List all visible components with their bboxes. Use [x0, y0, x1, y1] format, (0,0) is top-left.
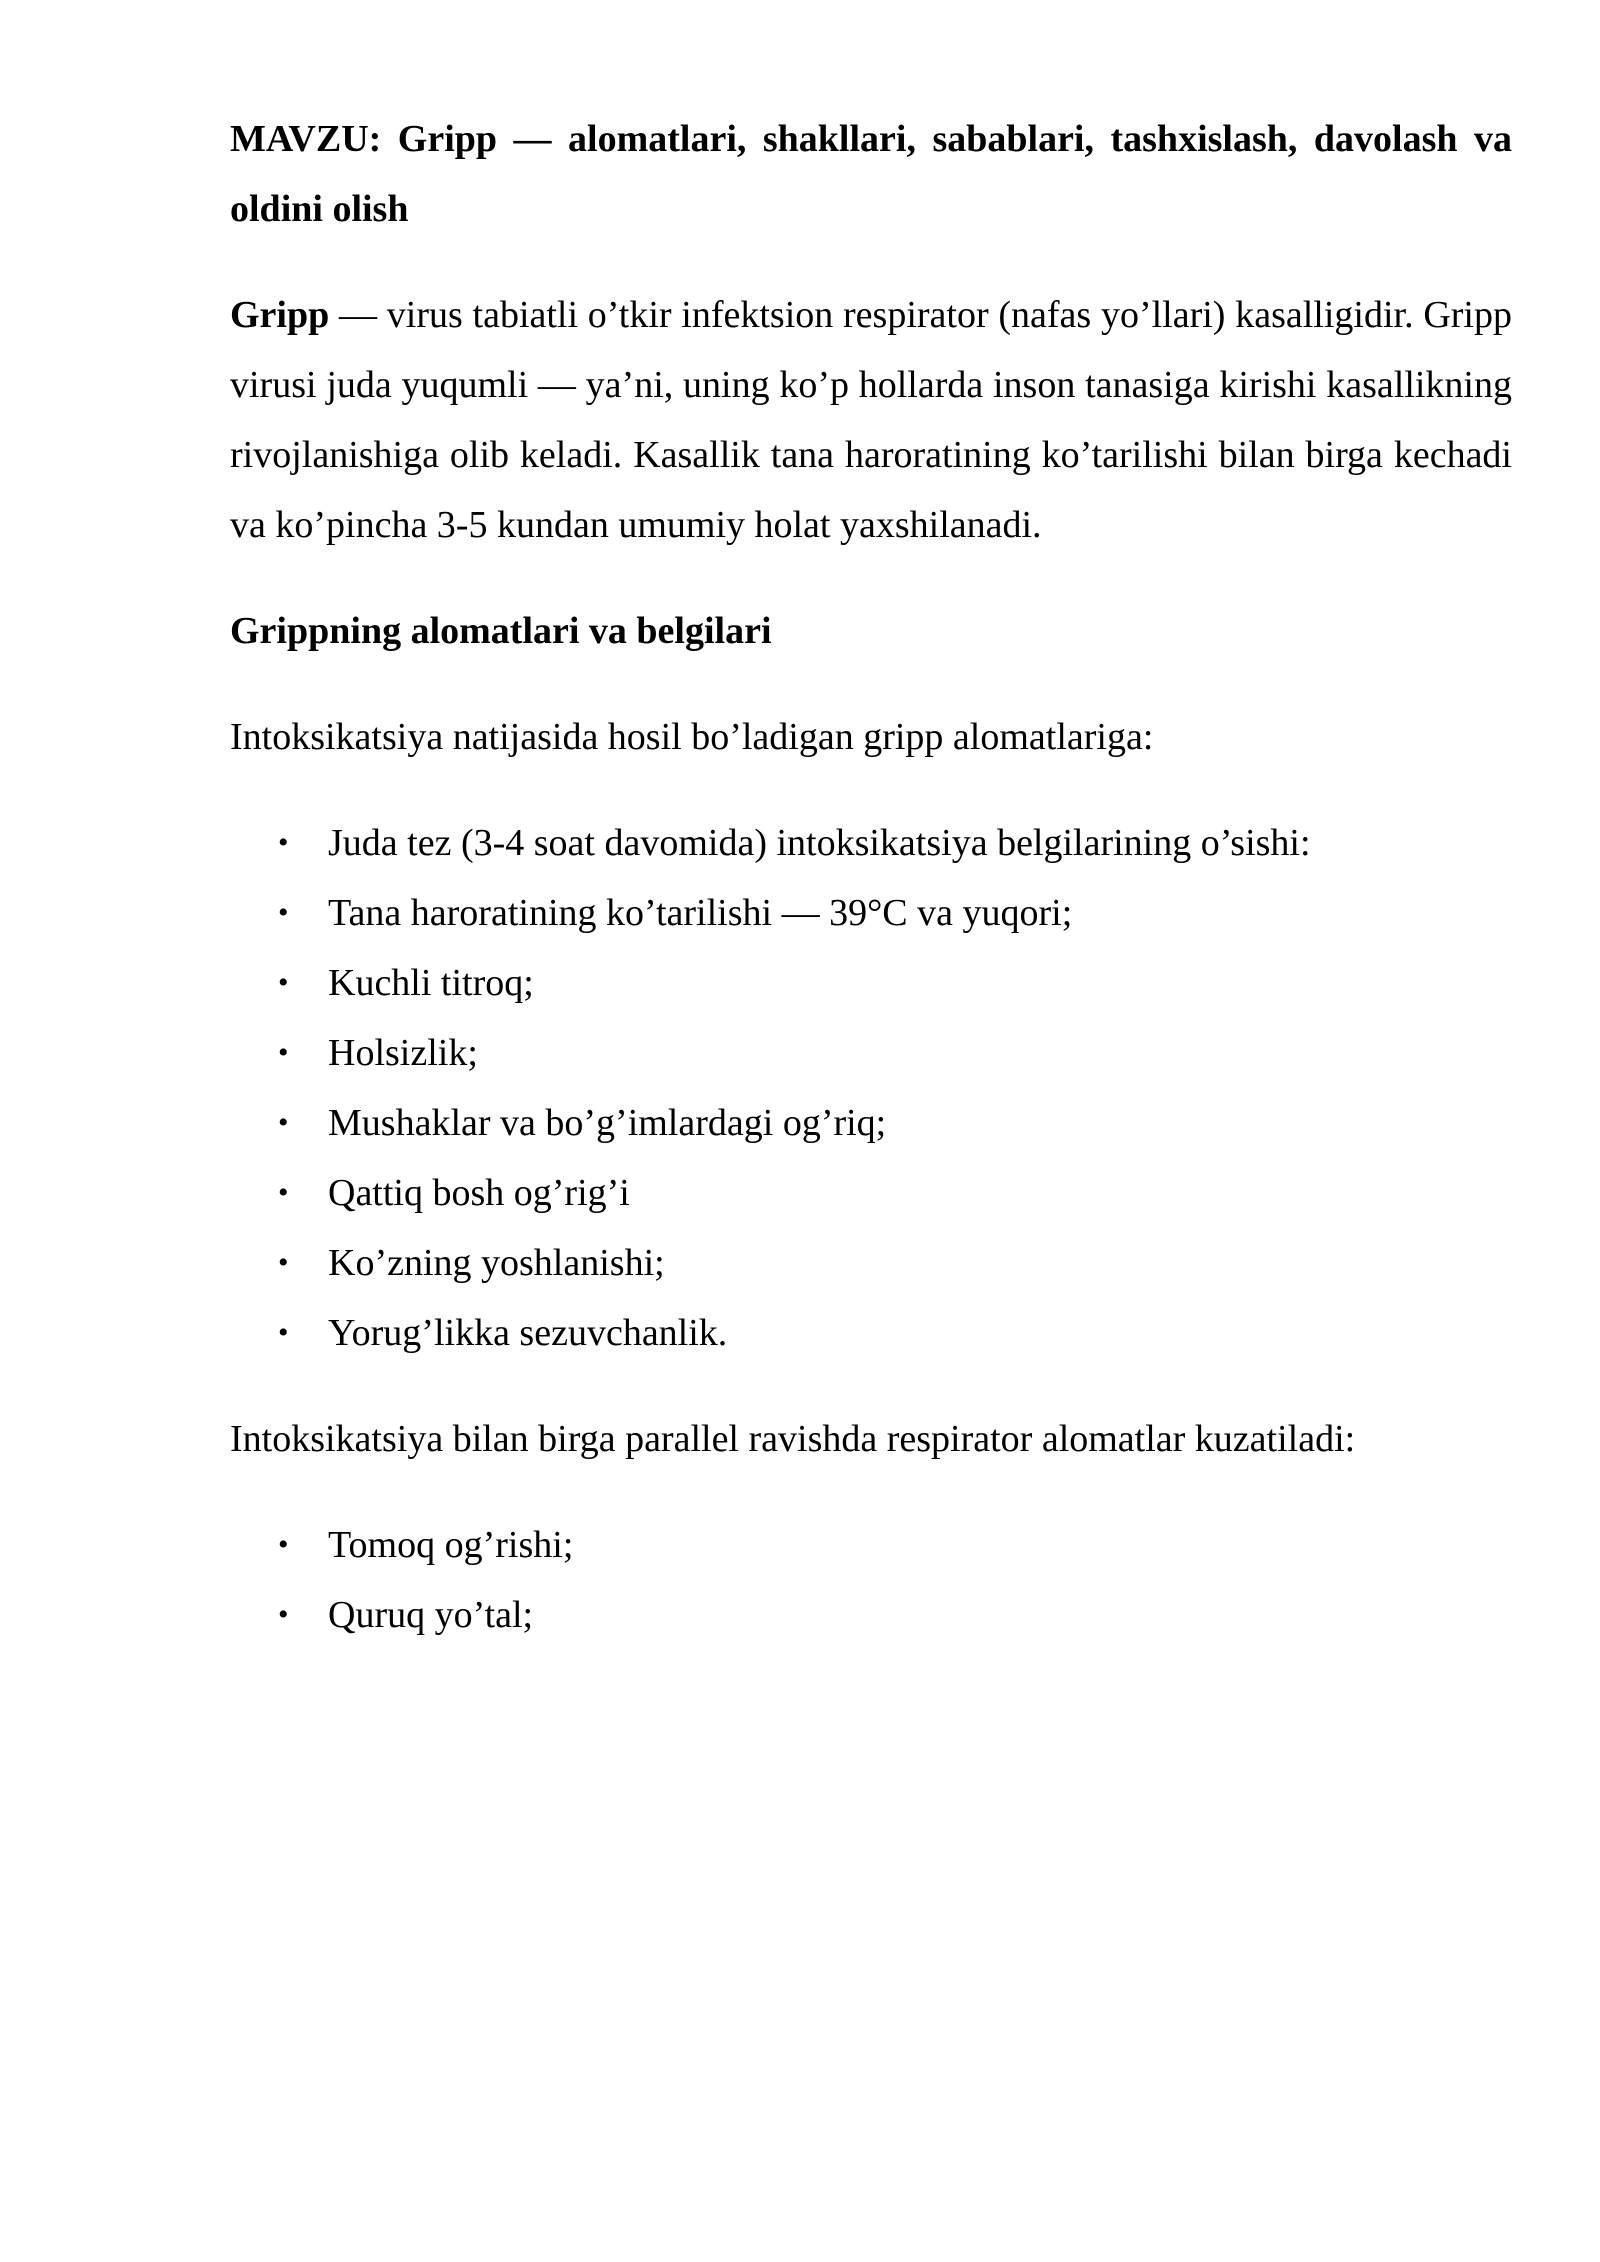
list-item-text: Quruq yo’tal; [328, 1594, 534, 1636]
list-item-text: Kuchli titroq; [328, 962, 534, 1004]
bullet-icon: • [278, 1106, 289, 1139]
intro-paragraph [230, 280, 1512, 560]
list-item-text: Ko’zning yoshlanishi; [328, 1242, 665, 1284]
list-item [230, 1158, 1512, 1228]
list-item [230, 1580, 1512, 1650]
document-title: MAVZU: Gripp — alomatlari, shakllari, sabablari, tashxislash, davolash va oldini olish [230, 118, 1512, 230]
bullet-icon: • [278, 1246, 289, 1279]
list-item-text: Holsizlik; [328, 1032, 478, 1074]
intro-bold-term: Gripp [230, 294, 330, 336]
list-item-text: Qattiq bosh og’rig’i [328, 1172, 630, 1214]
bullet-icon: • [278, 1316, 289, 1349]
list-item [230, 948, 1512, 1018]
bullet-icon: • [278, 1598, 289, 1631]
list-item [230, 1088, 1512, 1158]
bullet-icon: • [278, 1176, 289, 1209]
respiratory-symptom-list [230, 1510, 1512, 1650]
list-item [230, 878, 1512, 948]
list-item-text: Tana haroratining ko’tarilishi — 39°C va yuqori; [328, 892, 1073, 934]
list-item [230, 1298, 1512, 1368]
respiratory-intro: Intoksikatsiya bilan birga parallel ravishda respirator alomatlar kuzatiladi: [230, 1418, 1356, 1460]
list-item-text: Yorug’likka sezuvchanlik. [328, 1312, 728, 1354]
document-page [230, 104, 1512, 1686]
bullet-icon: • [278, 1528, 289, 1561]
list-item [230, 1228, 1512, 1298]
list-item [230, 808, 1512, 878]
bullet-icon: • [278, 1036, 289, 1069]
intro-paragraph-text: — virus tabiatli o’tkir infektsion respirator (nafas yo’llari) kasalligidir. Gripp virusi juda yuqumli — ya’ni, uning ko’p hollarda inson tanasiga kirishi kasallikning rivojlanishiga olib keladi. Kasallik tana haroratining ko’tarilishi bilan birga kechadi va ko’pincha 3-5 kundan umumiy holat yaxshilanadi. [230, 294, 1512, 546]
list-item [230, 1510, 1512, 1580]
bullet-icon: • [278, 896, 289, 929]
list-item-text: Mushaklar va bo’g’imlardagi og’riq; [328, 1102, 887, 1144]
bullet-icon: • [278, 966, 289, 999]
bullet-icon: • [278, 826, 289, 859]
section-heading: Grippning alomatlari va belgilari [230, 610, 772, 652]
list-item-text: Tomoq og’rishi; [328, 1524, 574, 1566]
intoxication-symptom-list [230, 808, 1512, 1368]
list-item [230, 1018, 1512, 1088]
intoxication-intro: Intoksikatsiya natijasida hosil bo’ladigan gripp alomatlariga: [230, 716, 1154, 758]
list-item-text: Juda tez (3-4 soat davomida) intoksikatsiya belgilarining o’sishi: [328, 822, 1311, 864]
